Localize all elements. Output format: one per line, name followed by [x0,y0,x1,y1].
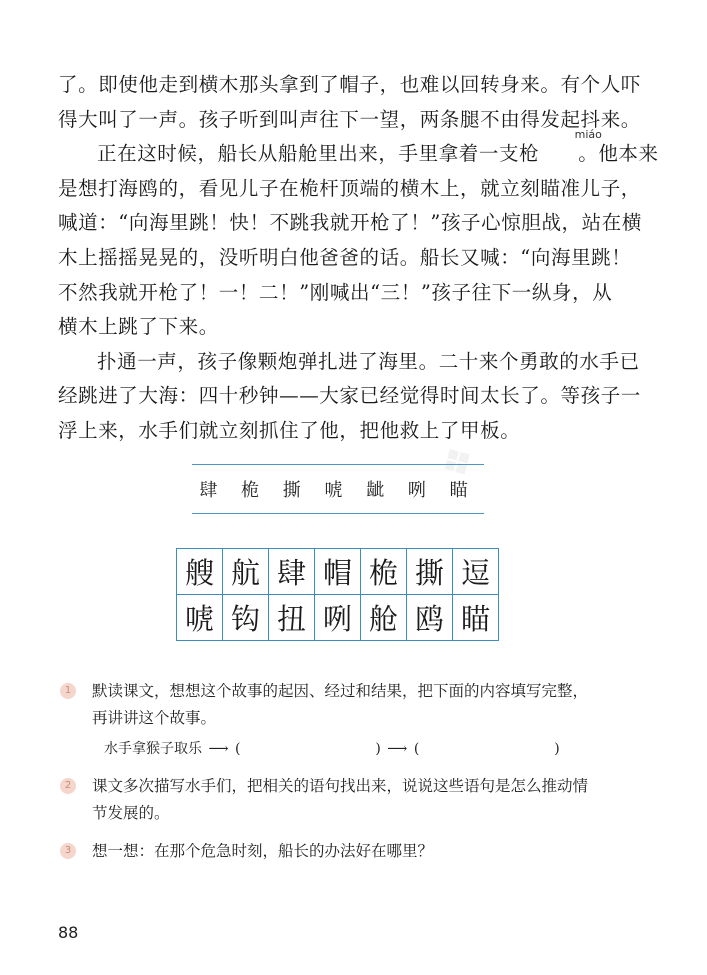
exercise-number-badge: 1 [60,683,76,699]
open-paren: ( [234,741,241,757]
text-segment: 他本来 [598,142,659,166]
grid-cell: 撕 [407,549,453,595]
close-paren: ) [375,741,381,757]
grid-cell: 咧 [315,595,361,641]
text-line: 木上摇摇晃晃的，没听明白他爸爸的话。船长又喊：“向海里跳！ [58,245,632,269]
pinyin-text: miáo [574,128,602,142]
exercise-1 [60,678,682,757]
grid-cell: 肆 [269,549,315,595]
writing-grid [176,548,499,641]
exercise-3 [60,838,682,865]
exercise-number-badge: 2 [60,778,76,794]
close-paren: ) [554,741,560,757]
exercise-text: 课文多次描写水手们，把相关的语句找出来，说说这些语句是怎么推动情 [92,777,589,795]
text-line: 扑通一声，孩子像颗炮弹扎进了海里。二十来个勇敢的水手已 [97,349,640,373]
open-paren: ( [413,741,420,757]
story-text [58,68,658,449]
grid-cell: 唬 [177,595,223,641]
grid-cell: 逗 [453,549,499,595]
grid-cell: 鸥 [407,595,453,641]
text-segment: 正在这时候，船长从船舱里出来，手里拿着一支枪 [97,142,540,166]
text-line: 横木上跳了下来。 [58,315,219,339]
reading-characters: 肆 桅 撕 唬 龇 咧 瞄 [199,480,477,501]
text-line: 喊道：“向海里跳！快！不跳我就开枪了！”孩子心惊胆战，站在横 [58,211,642,235]
exercise-number-badge: 3 [60,843,76,859]
arrow-right-icon: ⟶ [387,741,408,757]
paragraph-2 [58,128,659,345]
grid-cell: 帽 [315,549,361,595]
text-line: 得大叫了一声。孩子听到叫声往下一望，两条腿不由得发起抖来。 [58,107,641,131]
pinyin-base: 。 [578,142,599,166]
exercise-text: 节发展的。 [92,804,170,822]
exercise-text: 想一想：在那个危急时刻，船长的办法好在哪里？ [92,842,434,860]
arrow-right-icon: ⟶ [208,741,229,757]
grid-cell: 舱 [361,595,407,641]
grid-cell: 瞄 [453,595,499,641]
grid-cell: 桅 [361,549,407,595]
text-line: 经跳进了大海：四十秒钟——大家已经觉得时间太长了。等孩子一 [58,384,641,408]
exercise-text: 默读课文，想想这个故事的起因、经过和结果，把下面的内容填写完整， [92,682,589,700]
grid-cell: 钩 [223,595,269,641]
text-line: 不然我就开枪了！一！二！”刚喊出“三！”孩子往下一纵身，从 [58,280,613,304]
pinyin-annotation [539,128,602,172]
text-line: 是想打海鸥的，看见儿子在桅杆顶端的横木上，就立刻瞄准儿子， [58,176,641,200]
paragraph-3 [58,345,658,449]
grid-cell: 艘 [177,549,223,595]
page-number: 88 [58,923,79,942]
story-flow-diagram [104,736,664,763]
exercise-2 [60,773,682,827]
watermark: ❖ [430,434,485,492]
text-line: 浮上来，水手们就立刻抓住了他，把他救上了甲板。 [58,418,521,442]
flow-start: 水手拿猴子取乐 [104,741,202,757]
text-line [58,128,659,172]
grid-cell: 扭 [269,595,315,641]
reading-characters-box [192,464,484,514]
text-line: 了。即使他走到横木那头拿到了帽子，也难以回转身来。有个人吓 [58,73,641,96]
exercise-text: 再讲讲这个故事。 [92,709,217,727]
grid-cell: 航 [223,549,269,595]
